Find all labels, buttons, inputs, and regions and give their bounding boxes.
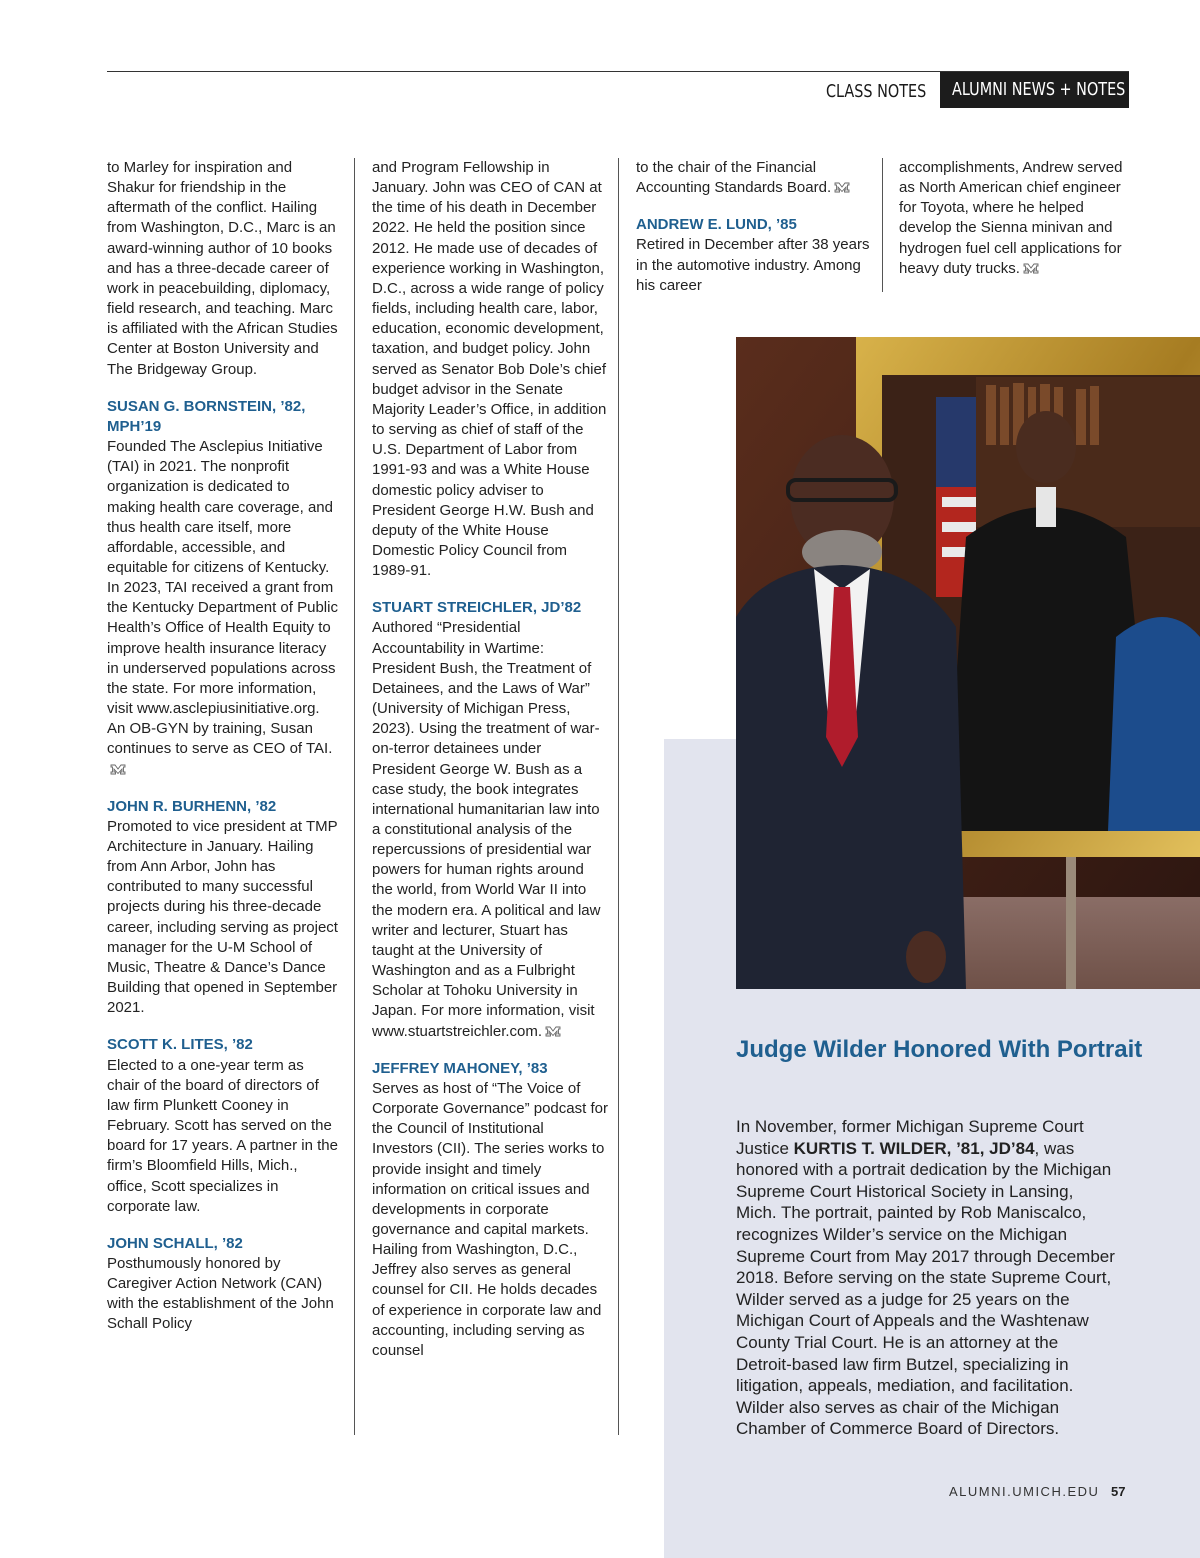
continued-text: and Program Fellowship in January. John was CEO of CAN at the time of his death in December 2022. He held the position since 2012. He made use of decades of experience working in Washington, D.C., across a wide range of policy fields, including health care, labor, education, economic development, taxation, and budget policy. John served as Senator Bob Dole’s chief budget advisor in the Senate Majority Leader’s Office, in addition to serving as chief of staff of the U.S. Department of Labor from 1991-93 and was a White House domestic policy adviser to President George H.W. Bush and deputy of the White House Domestic Policy Council from 1989-91. [372,159,607,580]
column-divider [354,158,355,1435]
story-text: In November, former Michigan Supreme Court Justice [736,1117,1084,1158]
class-note-entry [107,397,339,780]
entry-body: Promoted to vice president at TMP Architecture in January. Hailing from Ann Arbor, John has contributed to many successful projects during his three-decade career, including serving as project manager for the U-M School of Music, Theatre & Dance’s Dance Building that opened in September 2021. [107,817,338,1017]
honoree-name: KURTIS T. WILDER, ’81, JD’84 [793,1138,1035,1158]
alumni-name: ANDREW E. LUND, ’85 [636,216,797,234]
entry-body: Retired in December after 38 years in the automotive industry. Among his career [636,236,870,294]
entry-body: Authored “Presidential Accountability in Wartime: President Bush, the Treatment of Detainees, and the Laws of War” (University of Michigan Press, 2023). Using the treatment of war-on-terror detainees under President George W. Bush as a case study, the book integrates international humanitarian law into a constitutional analysis of the repercussions of presidential war powers for human rights around the world, from World War II into the modern era. A political and law writer and lecturer, Stuart has taught at the University of Washington and as a Fulbright Scholar at Tohoku University in Japan. For more information, visit www.stuartstreichler.com. [372,619,601,1040]
class-note-entry [636,215,872,296]
alumni-name: JOHN SCHALL, ’82 [107,1234,243,1252]
feature-story [736,1116,1116,1440]
alumni-name: JOHN R. BURHENN, ’82 [107,797,277,815]
continued-text [899,158,1129,279]
entry-body: Serves as host of “The Voice of Corporate Governance” podcast for the Council of Institutional Investors (CII). The series works to provide insight and timely information on critical issues and developments in corporate governance and capital markets. Hailing from Washington, D.C., Jeffrey also serves as general counsel for CII. He holds decades of experience in corporate law and accounting, including serving as counsel [372,1079,608,1359]
class-note-entry [107,797,339,1019]
column-1 [107,158,339,1352]
section-label: CLASS NOTES [826,81,927,102]
column-3 [636,158,872,313]
continued-text: to Marley for inspiration and Shakur for friendship in the aftermath of the conflict. Hailing from Washington, D.C., Marc is an award-winning author of 10 books and has a three-decade career of work in peacebuilding, diplomacy, field research, and teaching. Marc is affiliated with the African Studies Center at Boston University and The Bridgeway Group. [107,159,338,378]
section-tab [940,72,1129,108]
class-note-entry [107,1234,339,1335]
block-m-icon [110,764,126,775]
section-tab-label: ALUMNI NEWS + NOTES [952,79,1126,100]
block-m-icon [834,182,850,193]
column-4 [899,158,1129,296]
footer-url: ALUMNI.UMICH.EDU [949,1484,1100,1499]
column-divider [618,158,619,1435]
block-m-icon [1023,263,1039,274]
continued-text-body: accomplishments, Andrew served as North American chief engineer for Toyota, where he helped develop the Sienna minivan and hydrogen fuel cell applications for heavy duty trucks. [899,159,1123,277]
continued-text [636,158,872,198]
column-divider [882,158,883,292]
entry-body: Elected to a one-year term as chair of the board of directors of law firm Plunkett Cooney in February. Scott has served on the board for 17 years. A partner in the firm’s Bloomfield Hills, Mich., office, Scott specializes in corporate law. [107,1056,338,1215]
page-number: 57 [1111,1484,1126,1499]
entry-body: Founded The Asclepius Initiative (TAI) in 2021. The nonprofit organization is dedicated to making health care coverage, and thus health care itself, more affordable, accessible, and equitable for citizens of Kentucky. In 2023, TAI received a grant from the Kentucky Department of Public Health’s Office of Health Equity to improve health insurance literacy in underserved populations across the state. For more information, visit www.asclepiusinitiative.org. An OB-GYN by training, Susan continues to serve as CEO of TAI. [107,438,338,758]
alumni-name: STUART STREICHLER, JD’82 [372,599,582,617]
entry-body: Posthumously honored by Caregiver Action Network (CAN) with the establishment of the John Schall Policy [107,1254,334,1333]
block-m-icon [545,1026,561,1037]
class-note-entry [372,598,608,1041]
alumni-name: SUSAN G. BORNSTEIN, ’82, MPH’19 [107,397,306,435]
continued-text-body: to the chair of the Financial Accounting Standards Board. [636,159,832,197]
alumni-name: JEFFREY MAHONEY, ’83 [372,1059,548,1077]
class-note-entry [372,1059,608,1361]
feature-headline: Judge Wilder Honored With Portrait [736,1036,1143,1063]
column-2 [372,158,608,1378]
class-note-entry [107,1035,339,1216]
alumni-name: SCOTT K. LITES, ’82 [107,1036,253,1054]
portrait-photo [736,337,1200,989]
story-text: , was honored with a portrait dedication by the Michigan Supreme Court Historical Society in Lansing, Mich. The portrait, painted by Rob Maniscalco, recognizes Wilder’s service on the Michigan Supreme Court from May 2017 through December 2018. Before serving on the state Supreme Court, Wilder served as a judge for 25 years on the Michigan Court of Appeals and the Washtenaw County Trial Court. He is an attorney at the Detroit-based law firm Butzel, specializing in litigation, appeals, mediation, and facilitation. Wilder also serves as chair of the Michigan Chamber of Commerce Board of Directors. [736,1138,1115,1439]
